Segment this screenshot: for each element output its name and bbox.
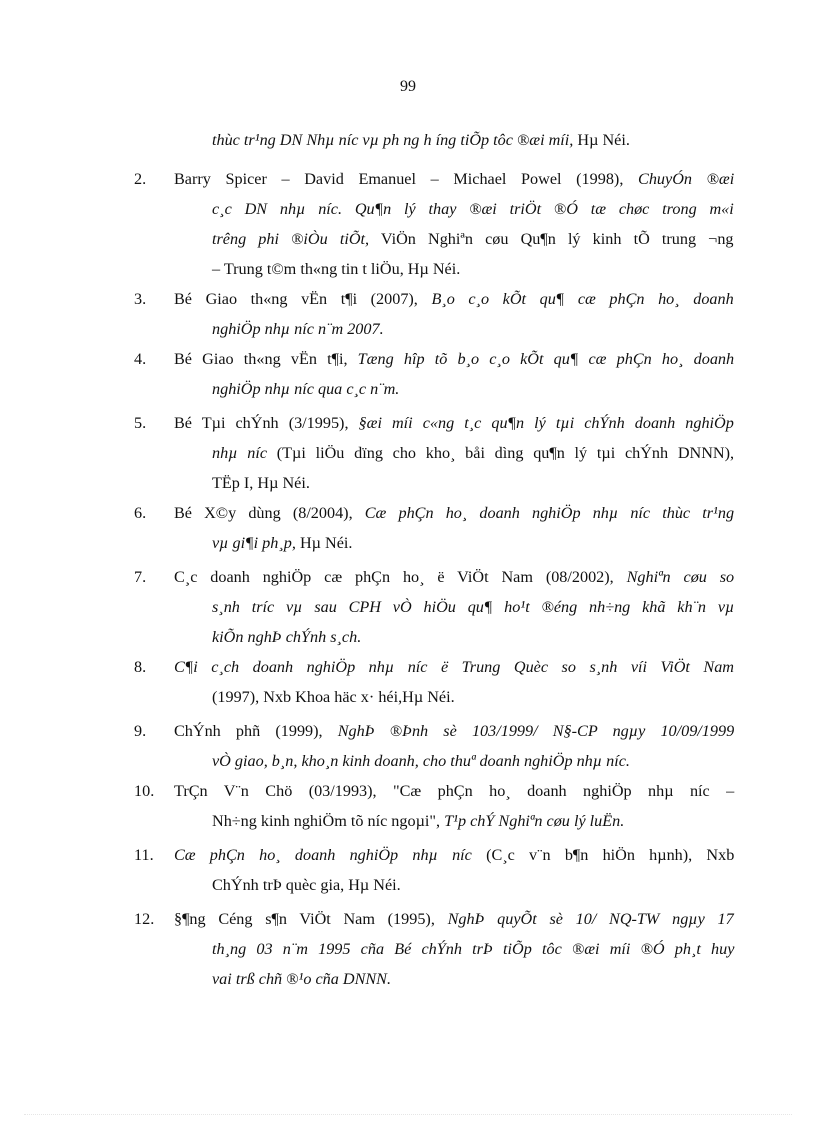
reference-title-text: th¸ng 03 n¨m 1995 cña Bé chÝnh trÞ tiÕp tôc ®æi míi ®Ó ph¸t huy: [212, 940, 735, 958]
reference-text: ChÝnh trÞ quèc gia, Hµ Néi.: [212, 876, 401, 894]
reference-title-text: vÒ giao, b¸n, kho¸n kinh doanh, cho thuª doanh nghiÖp nhµ níc.: [212, 752, 630, 770]
reference-title-text: B¸o c¸o kÕt qu¶ cæ phÇn ho¸ doanh: [417, 290, 734, 308]
reference-line: [212, 533, 352, 553]
reference-title-text: T¹p chÝ Nghiªn cøu lý luËn.: [440, 812, 625, 830]
reference-title-text: Cæ phÇn ho¸ doanh nghiÖp nhµ níc thùc tr¹ng: [352, 504, 735, 522]
reference-title-text: vµ gi¶i ph¸p,: [212, 534, 296, 552]
reference-text: Hµ Néi.: [295, 534, 353, 552]
reference-title-text: s¸nh tríc vµ sau CPH vÒ hiÖu qu¶ ho¹t ®éng nh÷ng khã kh¨n vµ: [212, 598, 735, 616]
reference-text: Hµ Néi.: [573, 131, 630, 149]
reference-title-text: trêng phi ®iÒu tiÕt,: [212, 230, 370, 248]
reference-title-text: nghiÖp nhµ níc qua c¸c n¨m.: [212, 380, 400, 398]
reference-title-text: nhµ níc: [212, 444, 268, 462]
reference-text: Bé Tµi chÝnh (3/1995),: [174, 414, 349, 432]
reference-line: [212, 259, 460, 279]
reference-text: – Trung t©m th«ng tin t liÖu, Hµ Néi.: [212, 260, 461, 278]
reference-line: [212, 627, 361, 647]
reference-line: [212, 969, 391, 989]
reference-title-text: c¸c DN nhµ níc. Qu¶n lý thay ®æi triÖt ®Ó tæ chøc trong m«i: [212, 200, 734, 218]
reference-line: [212, 939, 734, 959]
reference-number: 12.: [134, 910, 155, 928]
reference-line: [212, 130, 630, 150]
reference-title-text: vai trß chñ ®¹o cña DNNN.: [212, 970, 392, 988]
reference-title-text: C¶i c¸ch doanh nghiÖp nhµ níc ë Trung Quèc so s¸nh víi ViÖt Nam: [174, 658, 734, 676]
reference-number: 9.: [134, 722, 147, 740]
reference-line: [212, 473, 310, 493]
reference-line: [212, 379, 399, 399]
reference-text: Barry Spicer – David Emanuel – Michael Powel (1998),: [174, 170, 624, 188]
reference-line: [212, 875, 401, 895]
reference-title-text: thùc tr¹ng DN Nhµ níc vµ ph ng h íng tiÕp tôc ®æi míi,: [212, 131, 574, 149]
reference-line: [212, 811, 624, 831]
reference-title-text: Cæ phÇn ho¸ doanh nghiÖp nhµ níc: [174, 846, 472, 864]
reference-number: 2.: [134, 170, 147, 188]
reference-line: [174, 845, 734, 865]
reference-line: [174, 909, 734, 929]
reference-text: ViÖn Nghiªn cøu Qu¶n lý kinh tÕ trung ¬ng: [369, 230, 734, 248]
reference-line: [174, 657, 734, 677]
reference-title-text: NghÞ ®Þnh sè 103/1999/ N§-CP ngµy 10/09/1999: [322, 722, 735, 740]
reference-line: [212, 319, 384, 339]
reference-number: 7.: [134, 568, 147, 586]
reference-line: [174, 169, 734, 189]
reference-line: [212, 751, 630, 771]
reference-text: TrÇn V¨n Chö (03/1993), "Cæ phÇn ho¸ doanh nghiÖp nhµ níc –: [174, 782, 735, 800]
reference-text: Bé Giao th«ng vËn t¶i (2007),: [174, 290, 418, 308]
reference-text: C¸c doanh nghiÖp cæ phÇn ho¸ ë ViÖt Nam (08/2002),: [174, 568, 614, 586]
reference-line: [174, 289, 734, 309]
reference-title-text: Nghiªn cøu so: [613, 568, 735, 586]
reference-number: 8.: [134, 658, 147, 676]
reference-title-text: ChuyÓn ®æi: [623, 170, 735, 188]
page-bottom-divider: [24, 1114, 792, 1115]
reference-text: TËp I, Hµ Néi.: [212, 474, 310, 492]
reference-line: [212, 443, 734, 463]
reference-line: [174, 349, 734, 369]
reference-line: [174, 721, 734, 741]
reference-number: 4.: [134, 350, 147, 368]
reference-text: ChÝnh phñ (1999),: [174, 722, 323, 740]
reference-line: [174, 781, 734, 801]
reference-line: [212, 199, 734, 219]
reference-title-text: kiÕn nghÞ chÝnh s¸ch.: [212, 628, 362, 646]
reference-text: Nh÷ng kinh nghiÖm tõ níc ngoµi",: [212, 812, 441, 830]
reference-number: 11.: [134, 846, 154, 864]
reference-title-text: NghÞ quyÕt sè 10/ NQ-TW ngµy 17: [434, 910, 734, 928]
reference-text: (C¸c v¨n b¶n hiÖn hµnh), Nxb: [471, 846, 735, 864]
reference-title-text: nghiÖp nhµ níc n¨m 2007.: [212, 320, 384, 338]
page-number: 99: [400, 78, 416, 95]
reference-text: Bé X©y dùng (8/2004),: [174, 504, 353, 522]
reference-text: §¶ng Céng s¶n ViÖt Nam (1995),: [174, 910, 435, 928]
reference-number: 10.: [134, 782, 155, 800]
reference-number: 5.: [134, 414, 147, 432]
reference-text: (Tµi liÖu dïng cho kho¸ båi dìng qu¶n lý tµi chÝnh DNNN),: [267, 444, 735, 462]
reference-line: [212, 687, 455, 707]
reference-number: 6.: [134, 504, 147, 522]
reference-title-text: Tæng hîp tõ b¸o c¸o kÕt qu¶ cæ phÇn ho¸ doanh: [347, 350, 735, 368]
reference-line: [174, 413, 734, 433]
reference-number: 3.: [134, 290, 147, 308]
reference-line: [174, 567, 734, 587]
reference-line: [212, 229, 734, 249]
reference-text: (1997), Nxb Khoa häc x· héi,Hµ Néi.: [212, 688, 455, 706]
reference-text: Bé Giao th«ng vËn t¶i,: [174, 350, 348, 368]
reference-title-text: §æi míi c«ng t¸c qu¶n lý tµi chÝnh doanh nghiÖp: [348, 414, 734, 432]
reference-line: [212, 597, 734, 617]
reference-line: [174, 503, 734, 523]
